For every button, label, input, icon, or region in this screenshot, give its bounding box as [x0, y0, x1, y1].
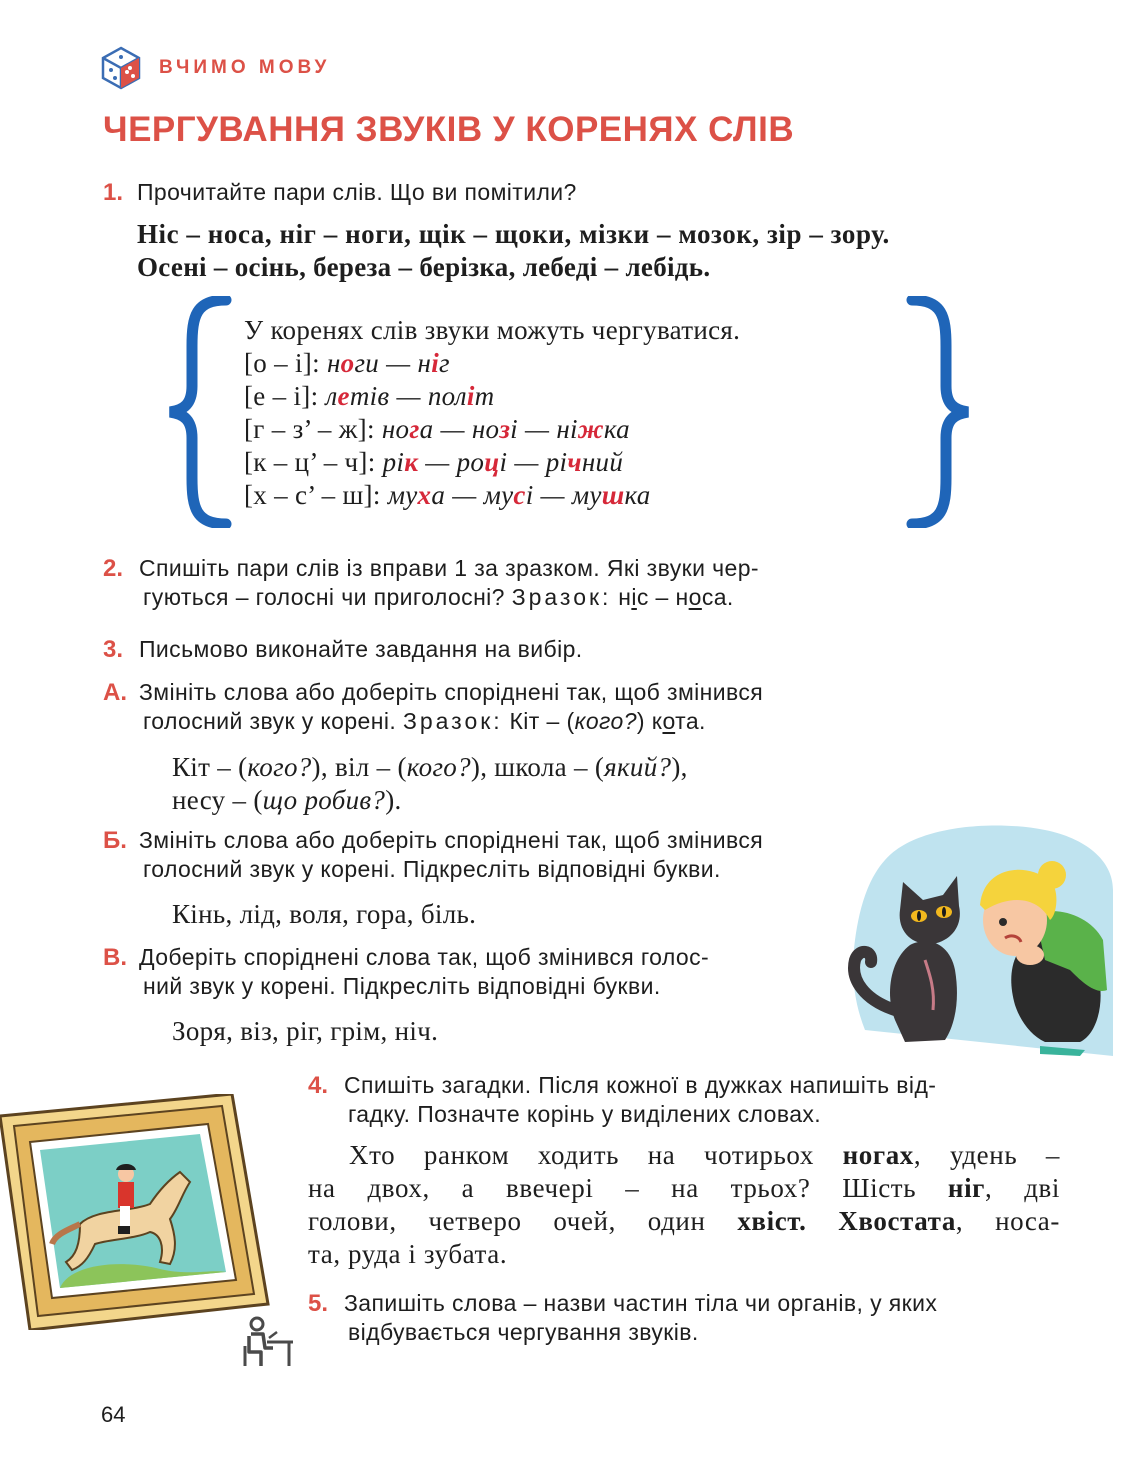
rule-example: рік — році — річний	[382, 447, 624, 477]
task4-riddles	[308, 1139, 1060, 1271]
rule-block	[244, 314, 740, 512]
rule-row-2	[244, 380, 740, 413]
task-number-1: 1.	[103, 179, 124, 206]
rule-row-3	[244, 413, 740, 446]
girl-and-cat-illustration	[845, 820, 1113, 1056]
task5-text	[344, 1289, 937, 1347]
section-label: ВЧИМО МОВУ	[159, 57, 331, 78]
task4-line1: Спишіть загадки. Після кожної в дужках напишіть від-	[344, 1072, 937, 1098]
rule-row-4	[244, 446, 740, 479]
taskB-words: Кінь, лід, воля, гора, біль.	[172, 899, 477, 929]
taskA-exercise-line2: несу – (що робив?).	[172, 785, 402, 815]
right-brace-icon	[906, 296, 972, 528]
taskA-exercise	[172, 751, 688, 817]
task-letter-a: А.	[103, 679, 127, 706]
task1-words-line2: Осені – осінь, береза – берізка, лебеді – лебідь.	[137, 252, 711, 282]
rule-example: летів — політ	[325, 381, 495, 411]
rule-intro: У коренях слів звуки можуть чергуватися.	[244, 315, 741, 345]
task-number-2: 2.	[103, 555, 124, 582]
writing-at-desk-icon	[243, 1316, 295, 1368]
task5-line1: Запишіть слова – назви частин тіла чи органів, у яких	[344, 1290, 938, 1316]
page-number: 64	[101, 1402, 126, 1427]
task1-words-line1: Ніс – носа, ніг – ноги, щік – щоки, мізки – мозок, зір – зору.	[137, 219, 890, 249]
left-brace-icon	[166, 296, 232, 528]
riddle-line3: голови, четверо очей, один хвіст. Хвостата, носа-	[308, 1206, 1060, 1236]
taskV-words: Зоря, віз, ріг, грім, ніч.	[172, 1016, 439, 1046]
task2-line1: Спишіть пари слів із вправи 1 за зразком. Які звуки чер-	[139, 555, 759, 581]
rule-sounds: [х – с’ – ш]:	[244, 480, 381, 510]
dice-cube-icon	[101, 46, 141, 90]
rule-row-5	[244, 479, 740, 512]
task-number-3: 3.	[103, 636, 124, 663]
task1-prompt: Прочитайте пари слів. Що ви помітили?	[137, 179, 577, 205]
riddle-line2: на двох, а ввечері – на трьох? Шість ніг, дві	[308, 1173, 1060, 1203]
taskV-line1: Доберіть споріднені слова так, щоб змінився голос-	[139, 944, 710, 970]
task-letter-v: В.	[103, 944, 127, 971]
taskA-line1: Змініть слова або доберіть споріднені так, щоб змінився	[139, 679, 764, 705]
rule-sounds: [к – ц’ – ч]:	[244, 447, 376, 477]
task3-prompt: Письмово виконайте завдання на вибір.	[139, 636, 583, 662]
taskV-text	[139, 943, 709, 1001]
task2-line2: гуються – голосні чи приголосні? Зразок: ніс – носа.	[143, 584, 734, 610]
taskA-text	[139, 678, 763, 736]
framed-horse-rider-picture	[0, 1094, 270, 1330]
task-letter-b: Б.	[103, 827, 127, 854]
rule-sounds: [г – з’ – ж]:	[244, 414, 375, 444]
taskB-line1: Змініть слова або доберіть споріднені так, щоб змінився	[139, 827, 764, 853]
taskA-line2: голосний звук у корені. Зразок: Кіт – (кого?) кота.	[143, 708, 706, 734]
page-title: ЧЕРГУВАННЯ ЗВУКІВ У КОРЕНЯХ СЛІВ	[103, 110, 795, 149]
taskB-text	[139, 826, 763, 884]
task2-text	[139, 554, 759, 612]
task5-line2: відбувається чергування звуків.	[348, 1319, 699, 1345]
taskA-exercise-line1: Кіт – (кого?), віл – (кого?), школа – (який?),	[172, 752, 688, 782]
taskB-line2: голосний звук у корені. Підкресліть відповідні букви.	[143, 856, 721, 882]
task4-line2: гадку. Позначте корінь у виділених словах.	[348, 1101, 822, 1127]
task4-text	[344, 1071, 936, 1129]
rule-row-1	[244, 347, 740, 380]
task-number-4: 4.	[308, 1072, 329, 1099]
rule-example: ноги — ніг	[326, 348, 450, 378]
section-header	[101, 44, 330, 92]
rule-example: муха — мусі — мушка	[387, 480, 651, 510]
riddle-line1: Хто ранком ходить на чотирьох ногах, удень –	[349, 1140, 1060, 1170]
riddle-line4: та, руда і зубата.	[308, 1239, 508, 1269]
taskV-line2: ний звук у корені. Підкресліть відповідні букви.	[143, 973, 661, 999]
task-number-5: 5.	[308, 1290, 329, 1317]
rule-sounds: [о – і]:	[244, 348, 320, 378]
rule-sounds: [е – і]:	[244, 381, 319, 411]
rule-example: нога — нозі — ніжка	[381, 414, 630, 444]
